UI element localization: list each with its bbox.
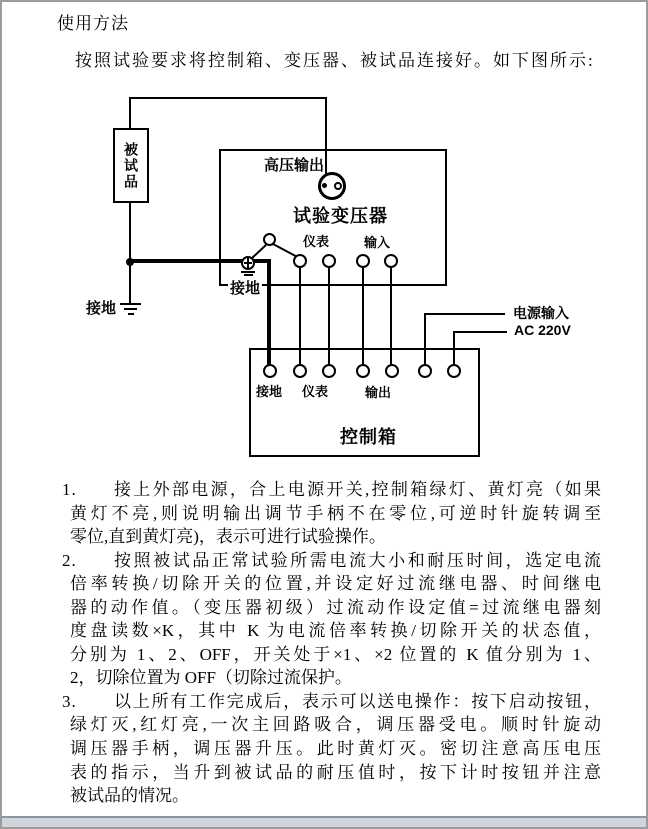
instruction-item-2 <box>62 549 601 690</box>
instruction-line: 分别为 1、2、OFF，开关处于×1、×2 位置的 K 值分别为 1、 <box>70 644 601 664</box>
instruction-line: 按照被试品正常试验所需电流大小和耐压时间，选定电流 <box>114 550 601 570</box>
transformer-label: 试验变压器 <box>293 206 388 226</box>
transformer-terminal-meter-1 <box>293 254 307 268</box>
earth-sym-bar2 <box>244 274 253 276</box>
transformer-terminal-meter-2 <box>322 254 336 268</box>
control-terminal-meter-1 <box>293 364 307 378</box>
instruction-line: 度盘读数×K，其中 K 为电流倍率转换/切除开关的状态值， <box>70 621 601 641</box>
instruction-line: 以上所有工作完成后，表示可以送电操作：按下启动按钮， <box>114 691 601 711</box>
instruction-item-3 <box>62 690 601 808</box>
page-title: 使用方法 <box>57 14 129 33</box>
wire-ground-thick-v <box>267 259 271 366</box>
intro-paragraph: 按照试验要求将控制箱、变压器、被试品连接好。如下图所示: <box>75 51 595 70</box>
wire-meter-2 <box>328 267 330 366</box>
item-number: 3. <box>62 691 77 711</box>
hv-output-label: 高压输出 <box>264 157 325 174</box>
transformer-terminal-input-1 <box>356 254 370 268</box>
wire-power-1-v <box>424 313 426 366</box>
instruction-line: 倍率转换/切除开关的位置,并设定好过流继电器、时间继电 <box>70 574 601 594</box>
ground-terminal-cross-h <box>244 262 252 264</box>
wire-hv-down <box>325 97 327 174</box>
wire-meter-1 <box>299 267 301 366</box>
control-meter-label: 仪表 <box>302 384 329 399</box>
instruction-list <box>62 478 601 808</box>
item-number: 2. <box>62 550 77 570</box>
hv-connector-ring <box>334 182 342 190</box>
earth-left-bar2 <box>124 308 137 310</box>
left-ground-label: 接地 <box>86 300 117 317</box>
control-terminal-output-1 <box>356 364 370 378</box>
control-terminal-power-2 <box>447 364 461 378</box>
control-box-label: 控制箱 <box>340 427 397 447</box>
instruction-line: 绿灯灭,红灯亮,一次主回路吸合，调压器受电。顺时针旋动 <box>70 715 601 735</box>
transformer-ground-label: 接地 <box>228 277 262 298</box>
transformer-meter-label: 仪表 <box>303 234 330 249</box>
switch-pivot-terminal <box>263 233 276 246</box>
control-terminal-power-1 <box>418 364 432 378</box>
wire-power-2-v <box>453 331 455 366</box>
instruction-line: 2，切除位置为 OFF（切除过流保护。 <box>70 668 352 688</box>
instruction-line: 黄灯不亮,则说明输出调节手柄不在零位,可逆时针旋转调至 <box>70 503 601 523</box>
instruction-line: 被试品的情况。 <box>70 786 189 806</box>
power-voltage-label: AC 220V <box>514 322 571 338</box>
instruction-line: 调压器手柄，调压器升压。此时黄灯灭。密切注意高压电压 <box>70 739 601 759</box>
wire-output-2 <box>390 267 392 366</box>
control-terminal-output-2 <box>385 364 399 378</box>
power-input-label: 电源输入 <box>513 305 569 321</box>
instruction-line: 零位,直到黄灯亮)，表示可进行试验操作。 <box>70 527 386 547</box>
junction-dot <box>126 258 134 266</box>
specimen-box <box>113 128 149 203</box>
control-ground-label: 接地 <box>256 384 283 399</box>
instruction-line: 接上外部电源，合上电源开关,控制箱绿灯、黄灯亮（如果 <box>114 480 601 499</box>
instruction-line: 表的指示，当升到被试品的耐压值时，按下计时按钮并注意 <box>70 762 601 782</box>
window-bottom-edge <box>2 816 646 827</box>
transformer-terminal-input-2 <box>384 254 398 268</box>
control-terminal-meter-2 <box>322 364 336 378</box>
earth-left-bar3 <box>128 313 134 315</box>
wire-power-2-h <box>453 331 507 333</box>
wiring-diagram <box>2 2 648 472</box>
wire-specimen-bottom <box>129 201 131 304</box>
wire-power-1-h <box>424 313 505 315</box>
wire-hv-top <box>129 97 327 99</box>
earth-left-bar1 <box>120 303 141 305</box>
instruction-line: 器的动作值。（变压器初级）过流动作设定值=过流继电器刻 <box>70 597 601 617</box>
control-output-label: 输出 <box>365 385 392 400</box>
control-terminal-ground <box>263 364 277 378</box>
instruction-item-1 <box>62 478 601 549</box>
earth-sym-bar1 <box>241 271 255 273</box>
wire-output-1 <box>362 267 364 366</box>
specimen-label: 被试品 <box>123 141 139 190</box>
hv-connector-pin <box>322 183 327 188</box>
wire-specimen-top <box>129 97 131 130</box>
item-number: 1. <box>62 480 77 499</box>
transformer-input-label: 输入 <box>364 235 391 250</box>
